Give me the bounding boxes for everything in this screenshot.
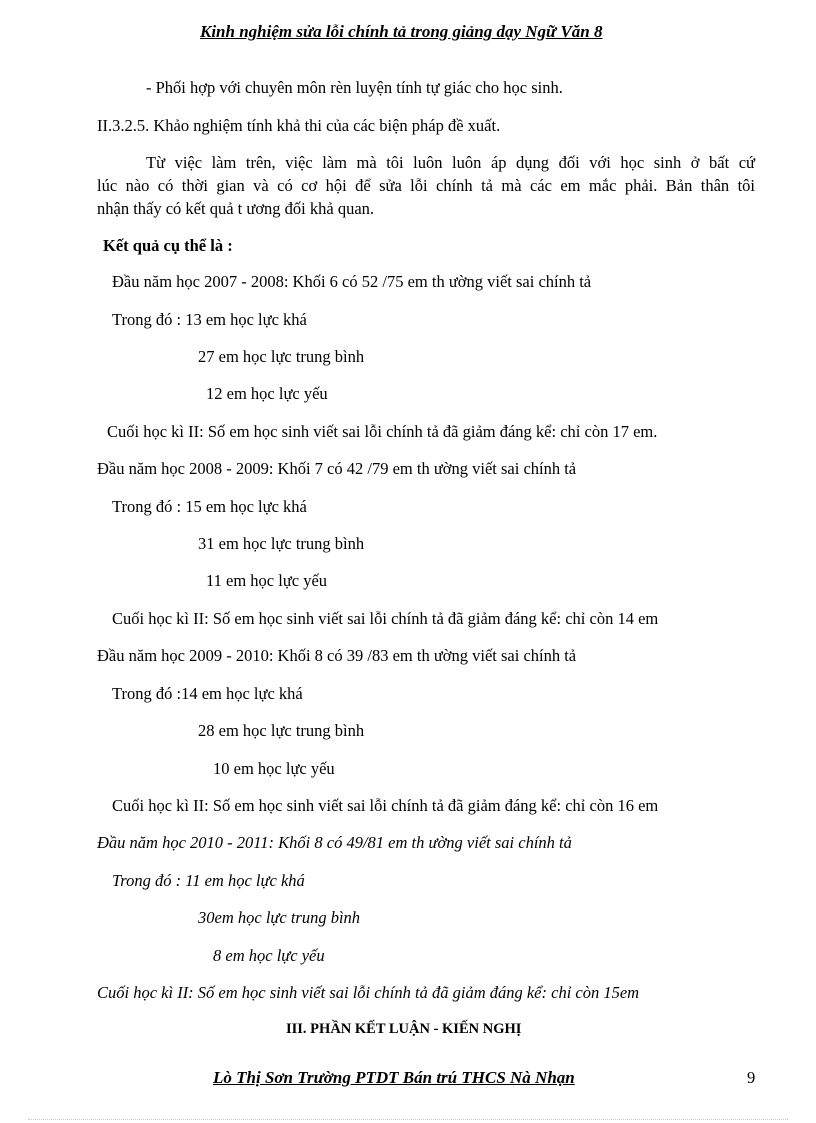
paragraph-line-2: lúc nào có thời gian và có cơ hội để sửa lỗi chính tả mà các em mắc phải. Bản thân tôi <box>97 176 755 195</box>
result-kha: Trong đó : 15 em học lực khá <box>112 497 307 516</box>
result-intro: Đầu năm học 2008 - 2009: Khối 7 có 42 /79 em th ường viết sai chính tả <box>97 459 577 478</box>
result-intro: Đầu năm học 2007 - 2008: Khối 6 có 52 /75 em th ường viết sai chính tả <box>112 272 592 291</box>
result-end: Cuối học kì II: Số em học sinh viết sai lỗi chính tả đã giảm đáng kể: chỉ còn 17 em. <box>107 422 658 441</box>
result-yeu: 10 em học lực yếu <box>213 759 335 778</box>
result-kha: Trong đó : 13 em học lực khá <box>112 310 307 329</box>
result-kha: Trong đó : 11 em học lực khá <box>112 871 305 890</box>
result-end: Cuối học kì II: Số em học sinh viết sai lỗi chính tả đã giảm đáng kể: chỉ còn 16 em <box>112 796 659 815</box>
result-trung-binh: 27 em học lực trung bình <box>198 347 365 366</box>
result-end: Cuối học kì II: Số em học sinh viết sai lỗi chính tả đã giảm đáng kể: chỉ còn 15em <box>97 983 640 1002</box>
result-intro: Đầu năm học 2009 - 2010: Khối 8 có 39 /83 em th ường viết sai chính tả <box>97 646 577 665</box>
page-header-title: Kinh nghiệm sửa lỗi chính tả trong giảng dạy Ngữ Văn 8 <box>200 22 603 41</box>
result-kha: Trong đó :14 em học lực khá <box>112 684 303 703</box>
paragraph-line-1: Từ việc làm trên, việc làm mà tôi luôn luôn áp dụng đối với học sinh ở bất cứ <box>146 153 755 172</box>
results-heading: Kết quả cụ thể là : <box>103 236 233 255</box>
part3-heading: III. PHẦN KẾT LUẬN - KIẾN NGHỊ <box>286 1021 522 1037</box>
result-yeu: 12 em học lực yếu <box>206 384 328 403</box>
result-end: Cuối học kì II: Số em học sinh viết sai lỗi chính tả đã giảm đáng kể: chỉ còn 14 em <box>112 609 659 628</box>
footer-author: Lò Thị Sơn Trường PTDT Bán trú THCS Nà Nhạn <box>213 1068 575 1087</box>
result-trung-binh: 30em học lực trung bình <box>198 908 361 927</box>
result-intro: Đầu năm học 2010 - 2011: Khối 8 có 49/81 em th ường viết sai chính tả <box>97 833 572 852</box>
coop-line: - Phối hợp với chuyên môn rèn luyện tính tự giác cho học sinh. <box>146 78 563 97</box>
footer-dotted-rule <box>28 1119 788 1120</box>
result-yeu: 8 em học lực yếu <box>213 946 325 965</box>
paragraph-line-3: nhận thấy có kết quả t ương đối khả quan. <box>97 199 375 218</box>
page-number: 9 <box>747 1068 756 1087</box>
result-yeu: 11 em học lực yếu <box>206 571 328 590</box>
section-heading: II.3.2.5. Khảo nghiệm tính khả thi của các biện pháp đề xuất. <box>97 116 501 135</box>
result-trung-binh: 31 em học lực trung bình <box>198 534 365 553</box>
result-trung-binh: 28 em học lực trung bình <box>198 721 365 740</box>
